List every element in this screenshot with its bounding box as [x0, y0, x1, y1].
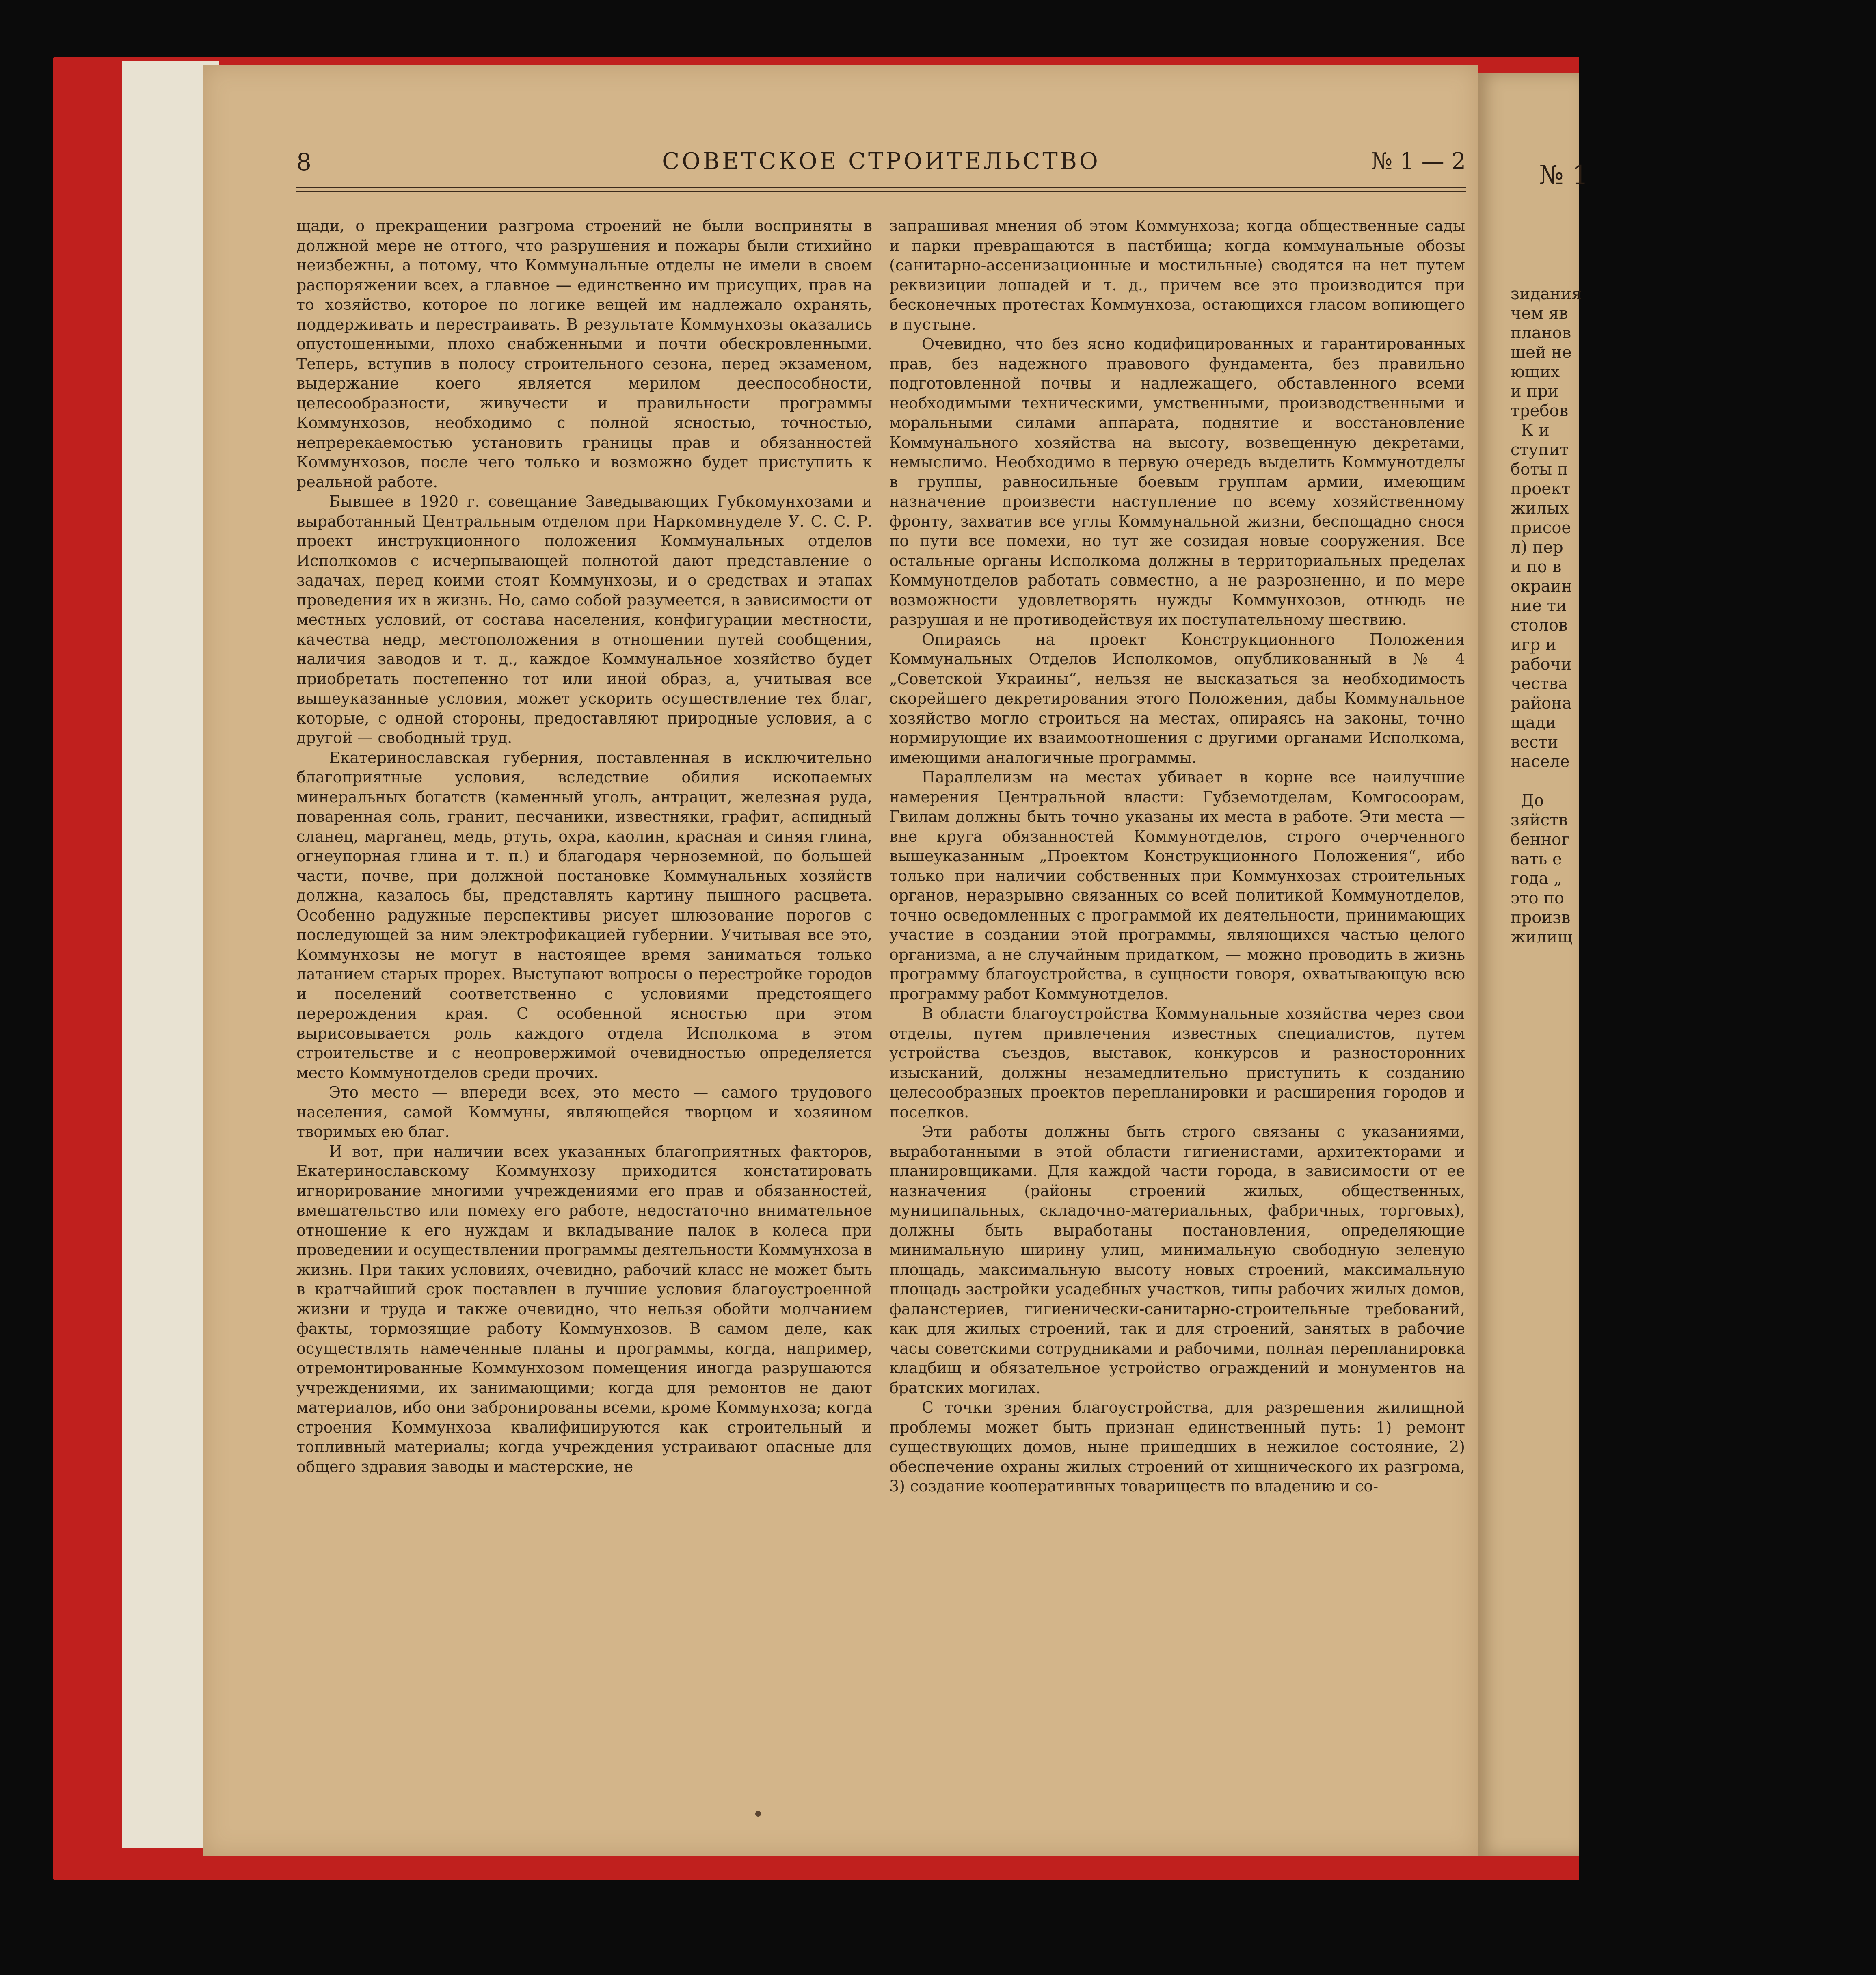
paragraph: щади, о прекращении разгрома строений не были восприняты в должной мере не оттого, что разрушения и пожары были стихийно неизбежны, а потому, что Коммунальные отделы не имели в своем распоряжении всех, а главное — единственно им присущих, прав на то хозяйство, которое по логике вещей им надлежало охранять, поддерживать и перестраивать. В результате Коммунхозы оказались опустошенными, плохо снабженными и почти обескровленными. Теперь, вступив в полосу строительного сезона, перед экзаменом, выдержание коего является мерилом дееспособности, целесообразности, живучести и правильности программы Коммунхозов, необходимо с полной ясностью, точностью, непререкаемостью установить границы прав и обязанностей Коммунхозов, после чего только и возможно будет приступить к реальной работе. [296, 217, 872, 491]
right-column [889, 216, 1465, 1496]
paragraph: Параллелизм на местах убивает в корне все наилучшие намерения Центральной власти: Губземотделам, Комгосоорам, Гвилам должны быть точно указаны их места в работе. Эти места — вне круга обязанностей Коммунотделов, строго очерченного вышеуказанным „Проектом Конструкционного Положения“, ибо только при наличии собственных при Коммунхозах строительных органов, неразрывно связанных со всей политикой Коммунотделов, точно осведомленных с программой их деятельности, принимающих участие в создании этой программы, являющихся частью целого организма, а не случайным придатком, — можно проводить в жизнь программу благоустройства, в сущности говоря, охватывающую всю программу работ Коммунотделов. [889, 768, 1465, 1003]
paragraph: Эти работы должны быть строго связаны с указаниями, выработанными в этой области гигиенистами, архитекторами и планировщиками. Для каждой части города, в зависимости от ее назначения (районы строений жилых, общественных, муниципальных, складочно-материальных, фабричных, торговых), должны быть выработаны постановления, определяющие минимальную ширину улиц, минимальную свободную зеленую площадь, максимальную высоту новых строений, максимальную площадь застройки усадебных участков, типы рабочих жилых домов, фаланстериев, гигиенически-санитарно-строительные требований, как для жилых строений, так и для строений, занятых в рабочие часы советскими сотрудниками и рабочими, полная перепланировка кладбищ и обязательное устройство ограждений и монументов на братских могилах. [889, 1123, 1465, 1397]
adjacent-page-text: зидания чем яв планов шей не ющих и при требов К и ступит боты п проект жилых присое л) пер и по в окраин ние ти столов игр и рабочи чества района щади вести населе До зяйств бенног вать е года „ это по произв жилищ [1511, 285, 1582, 946]
paragraph: Очевидно, что без ясно кодифицированных и гарантированных прав, без надежного правового фундамента, без правильно подготовленной почвы и надлежащего, обставленного всеми необходимыми техническими, умственными, производственными и моральными силами аппарата, поднятие и восстановление Коммунального хозяйства на высоту, возвещенную декретами, немыслимо. Необходимо в первую очередь выделить Коммунотделы в группы, равносильные боевым группам армии, имеющим назначение произвести наступление по всему хозяйственному фронту, захватив все углы Коммунальной жизни, беспощадно снося по пути все помехи, но тут же созидая новые сооружения. Все остальные органы Исполкома должны в территориальных пределах Коммунотделов работать совместно, а не разрозненно, и по мере возможности удовлетворять нужды Коммунхозов, отнюдь не разрушая и не противодействуя их поступательному шествию. [889, 335, 1465, 629]
paragraph: Это место — впереди всех, это место — самого трудового населения, самой Коммуны, являющейся творцом и хозяином творимых ею благ. [296, 1083, 872, 1141]
page-header [296, 148, 1466, 189]
page-number: 8 [296, 148, 311, 176]
adjacent-page-edge [1478, 73, 1589, 1856]
journal-title: СОВЕТСКОЕ СТРОИТЕЛЬСТВО [662, 148, 1100, 175]
paragraph: запрашивая мнения об этом Коммунхоза; когда общественные сады и парки превращаются в пастбища; когда коммунальные обозы (санитарно-ассенизационные и мостильные) сводятся на нет путем реквизиции лошадей и т. д., причем все это производится при бесконечных протестах Коммунхоза, остающихся гласом вопиющего в пустыне. [889, 217, 1465, 333]
adjacent-page-header: № 1 [1539, 160, 1589, 190]
paragraph: С точки зрения благоустройства, для разрешения жилищной проблемы может быть признан единственный путь: 1) ремонт существующих домов, ныне пришедших в нежилое состояние, 2) обеспечение охраны жилых строений от хищнического их разгрома, 3) создание кооперативных товариществ по владению и со- [889, 1398, 1465, 1495]
paragraph: Екатеринославская губерния, поставленная в исключительно благоприятные условия, вследствие обилия ископаемых минеральных богатств (каменный уголь, антрацит, железная руда, поваренная соль, гранит, песчаники, известняки, графит, аспидный сланец, марганец, медь, ртуть, охра, каолин, красная и синяя глина, огнеупорная глина и т. п.) и благодаря черноземной, по большей части, почве, при должной постановке Коммунальных хозяйств должна, казалось бы, представлять картину пышного расцвета. Особенно радужные перспективы рисует шлюзование порогов с последующей за ним электрофикацией губернии. Учитывая все это, Коммунхозы не могут в настоящее время заниматься только латанием старых прорех. Выступают вопросы о перестройке городов и поселений соответственно с условиями предстоящего перерождения края. С особенной ясностью при этом вырисовывается роль каждого отдела Исполкома в этом строительстве и с неопровержимой очевидностью определяется место Коммунотделов среди прочих. [296, 748, 872, 1082]
paragraph: И вот, при наличии всех указанных благоприятных факторов, Екатеринославскому Коммунхозу приходится констатировать игнорирование многими учреждениями его прав и обязанностей, вмешательство или помеху его работе, недостаточно внимательное отношение к его нуждам и вкладывание палок в колеса при проведении и осуществлении программы деятельности Коммунхоза в жизнь. При таких условиях, очевидно, рабочий класс не может быть в кратчайший срок поставлен в лучшие условия благоустроенной жизни и труда и также очевидно, что нельзя обойти молчанием факты, тормозящие работу Коммунхозов. В самом деле, как осуществлять намеченные планы и программы, когда, например, отремонтированные Коммунхозом помещения иногда разрушаются учреждениями, их занимающими; когда для ремонтов не дают материалов, ибо они забронированы всеми, кроме Коммунхоза; когда строения Коммунхоза квалифицируются как строительный и топливный материалы; когда учреждения устраивают опасные для общего здравия заводы и мастерские, не [296, 1142, 872, 1476]
journal-page [203, 65, 1478, 1856]
paragraph: Опираясь на проект Конструкционного Положения Коммунальных Отделов Исполкомов, опубликованный в № 4 „Советской Украины“, нельзя не высказаться за необходимость скорейшего декретирования этого Положения, дабы Коммунальное хозяйство могло строиться на местах, опираясь на законы, точно нормирующие их взаимоотношения с другими органами Исполкома, имеющими аналогичные программы. [889, 630, 1465, 767]
paragraph: Бывшее в 1920 г. совещание Заведывающих Губкомунхозами и выработанный Центральным отделом при Наркомвнуделе У. С. С. Р. проект инструкционного положения Коммунальных отделов Исполкомов с исчерпывающей полнотой дают представление о задачах, перед коими стоят Коммунхозы, и о средствах и этапах проведения их в жизнь. Но, само собой разумеется, в зависимости от местных условий, от состава населения, конфигурации местности, качества недр, местоположения в отношении путей сообщения, наличия заводов и т. д., каждое Коммунальное хозяйство будет приобретать постепенно тот или иной образ, а, учитывая все вышеуказанные условия, может ускорить осуществление тех благ, которые, с одной стороны, предоставляют природные условия, а с другой — свободный труд. [296, 493, 872, 747]
page-mark [755, 1811, 761, 1817]
issue-number: № 1 — 2 [1371, 148, 1466, 175]
header-rule [296, 187, 1466, 192]
paragraph: В области благоустройства Коммунальные хозяйства через свои отделы, путем привлечения известных специалистов, путем устройства съездов, выставок, конкурсов и разносторонних изысканий, должны незамедлительно приступить к созданию целесообразных проектов перепланировки и расширения городов и поселков. [889, 1005, 1465, 1121]
left-column [296, 216, 872, 1476]
